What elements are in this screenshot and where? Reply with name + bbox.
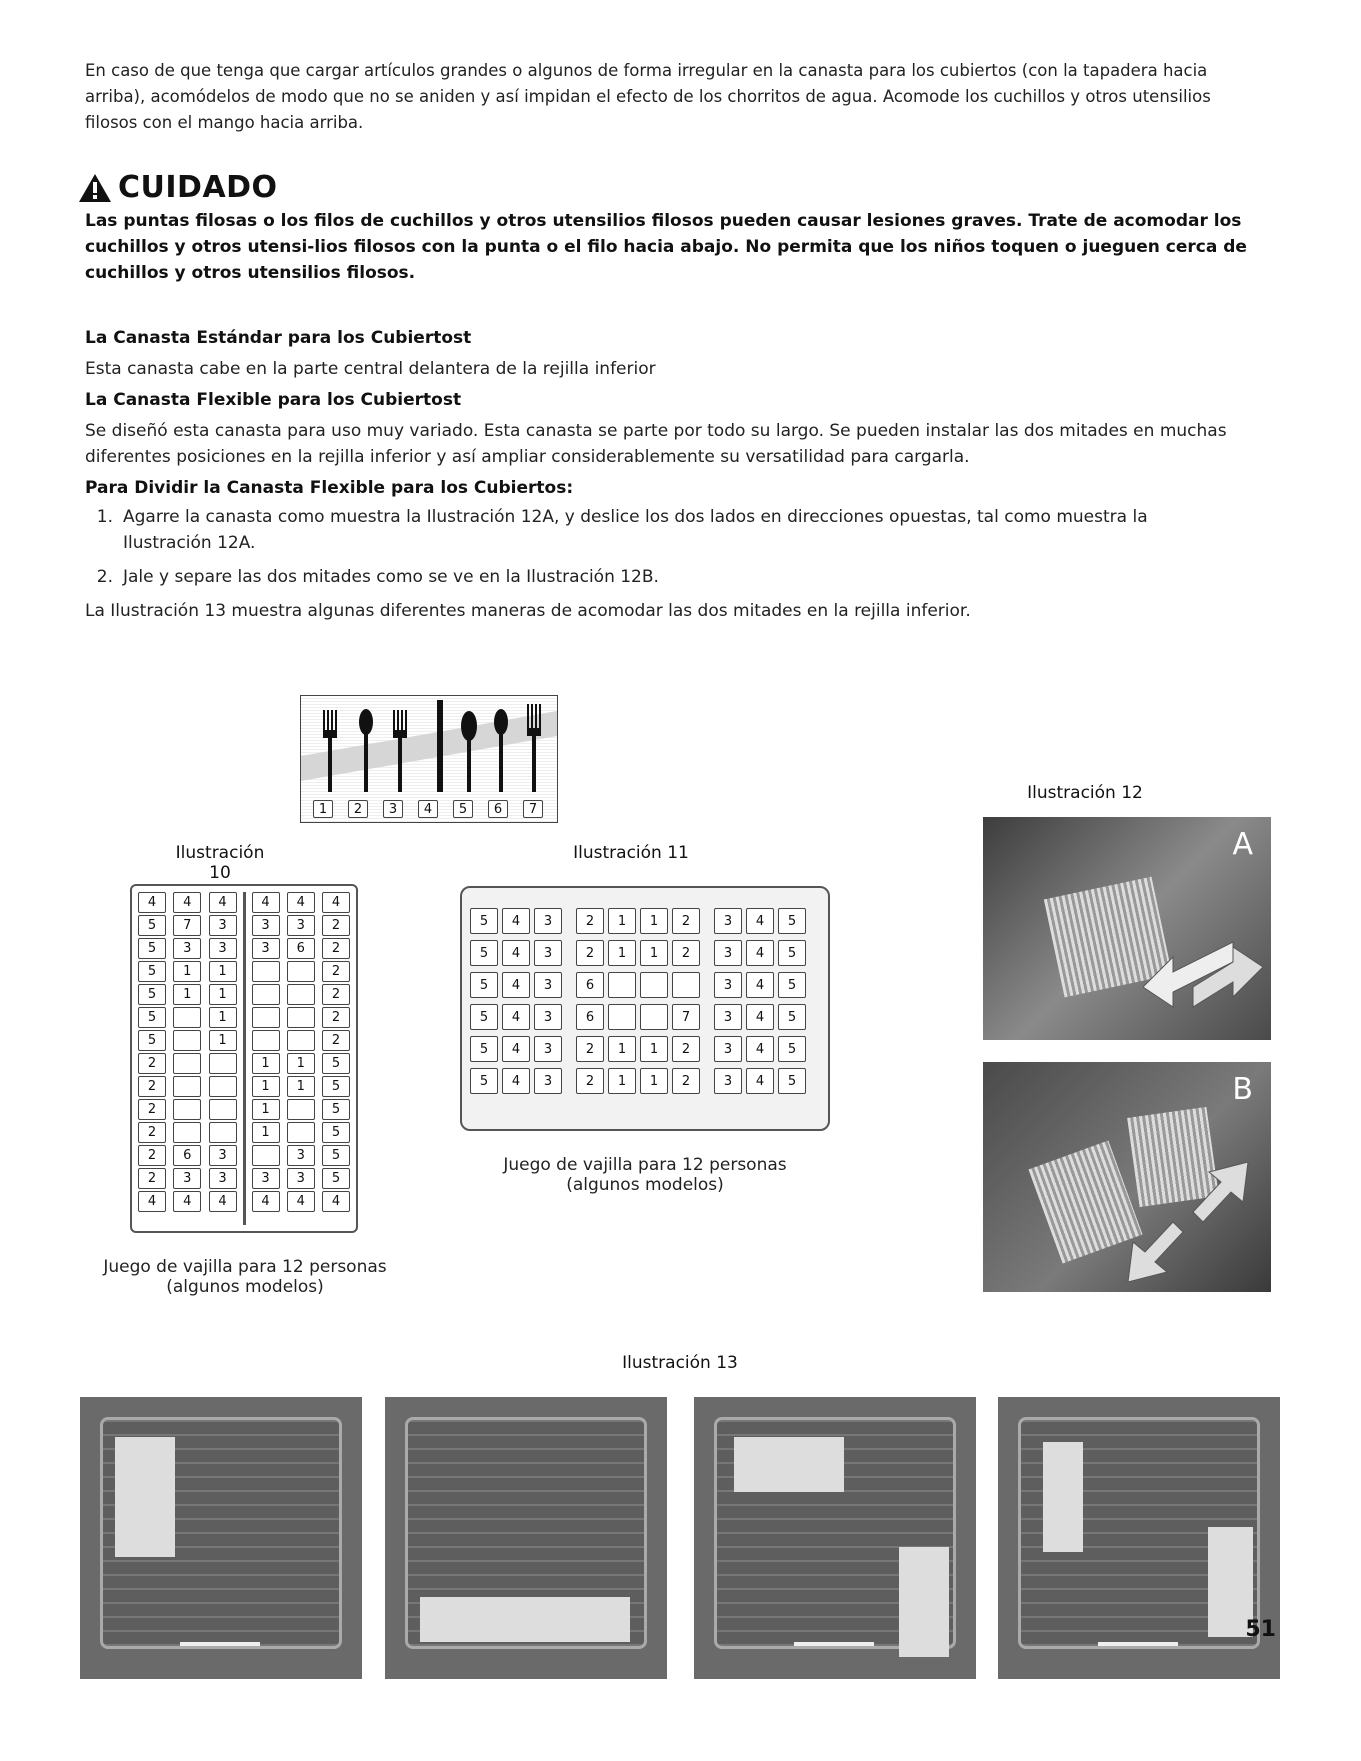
rack-handle (180, 1642, 260, 1646)
basket-row (252, 1053, 351, 1074)
slot-cell (252, 1007, 280, 1028)
slot-cell: 2 (672, 940, 700, 966)
slot-cell: 2 (322, 984, 350, 1005)
rack-handle (794, 1642, 874, 1646)
fig10-title: Ilustración 10 (175, 843, 265, 883)
slot-cell: 1 (209, 1007, 237, 1028)
slot-cell: 4 (502, 1036, 530, 1062)
slot-cell: 3 (534, 940, 562, 966)
slot-cell (287, 961, 315, 982)
flexible-basket-text: Se diseñó esta canasta para uso muy variado. Esta canasta se parte por todo su largo. Se pueden instalar las dos mitades en muchas diferentes posiciones en la rejilla inferior y así ampliar considerablemente su versatilidad para cargarla. (85, 421, 1227, 467)
legend-number: 1 (313, 800, 333, 818)
slot-cell (173, 1099, 201, 1120)
basket-row (138, 1007, 237, 1028)
basket-row (470, 1036, 820, 1062)
basket-row (138, 938, 237, 959)
slot-cell: 4 (173, 892, 201, 913)
slot-cell: 3 (714, 1004, 742, 1030)
slot-cell: 5 (470, 972, 498, 998)
warning-triangle-icon (78, 173, 112, 203)
fig12-title: Ilustración 12 (1027, 783, 1143, 803)
slot-cell: 6 (287, 938, 315, 959)
slot-cell (640, 1004, 668, 1030)
slot-cell: 1 (209, 984, 237, 1005)
slot-cell: 1 (252, 1122, 280, 1143)
slot-cell: 6 (576, 1004, 604, 1030)
basket-half-shape (734, 1437, 844, 1492)
legend-number: 7 (523, 800, 543, 818)
slot-cell: 3 (252, 1168, 280, 1189)
basket-row (470, 1004, 820, 1030)
slot-cell: 2 (322, 1030, 350, 1051)
slot-cell: 4 (502, 940, 530, 966)
fig10-caption (85, 1257, 405, 1297)
slot-cell: 5 (778, 1004, 806, 1030)
slot-cell: 1 (252, 1099, 280, 1120)
closing-text: La Ilustración 13 muestra algunas diferentes maneras de acomodar las dos mitades en la rejilla inferior. (85, 601, 971, 621)
basket-row (138, 1099, 237, 1120)
slot-cell: 4 (322, 1191, 350, 1212)
intro-paragraph: En caso de que tenga que cargar artículos grandes o algunos de forma irregular en la canasta para los cubiertos (con la tapadera hacia arriba), acomódelos de modo que no se aniden y así impidan el efecto de los chorritos de agua. Acomode los cuchillos y otros utensilios filosos con el mango hacia arriba. (85, 61, 1211, 132)
slot-cell: 7 (672, 1004, 700, 1030)
slot-cell: 2 (322, 961, 350, 982)
slot-cell: 5 (138, 984, 166, 1005)
divide-basket-heading: Para Dividir la Canasta Flexible para los Cubiertos: (85, 478, 574, 498)
slot-cell (209, 1122, 237, 1143)
fig12a-photo (983, 817, 1271, 1040)
slot-cell: 3 (714, 972, 742, 998)
fig13-photo-2 (385, 1397, 667, 1679)
slot-cell: 3 (534, 1036, 562, 1062)
slot-cell (287, 1099, 315, 1120)
basket-half-shape (1043, 1442, 1083, 1552)
slot-cell: 5 (138, 915, 166, 936)
slot-cell: 2 (322, 915, 350, 936)
slot-cell: 3 (534, 908, 562, 934)
slot-cell: 3 (534, 1004, 562, 1030)
slot-cell: 4 (502, 908, 530, 934)
basket-row (252, 961, 351, 982)
slot-cell: 4 (746, 1036, 774, 1062)
slot-cell: 6 (576, 972, 604, 998)
slot-cell (287, 1122, 315, 1143)
slot-cell (209, 1053, 237, 1074)
slot-cell: 4 (138, 1191, 166, 1212)
slot-cell: 4 (209, 892, 237, 913)
basket-row (252, 1099, 351, 1120)
slot-cell: 3 (714, 1036, 742, 1062)
step-item (85, 564, 1285, 590)
slot-cell (287, 1007, 315, 1028)
slot-cell (608, 1004, 636, 1030)
slot-cell: 3 (714, 1068, 742, 1094)
slot-cell (173, 1007, 201, 1028)
basket-row (252, 1007, 351, 1028)
slot-cell: 2 (672, 908, 700, 934)
slot-cell (287, 984, 315, 1005)
slot-cell (173, 1076, 201, 1097)
basket-row (138, 1122, 237, 1143)
basket-row (252, 892, 351, 913)
standard-basket-heading: La Canasta Estándar para los Cubiertost (85, 328, 472, 348)
slot-cell: 3 (287, 1145, 315, 1166)
knife-icon (437, 700, 443, 792)
slot-cell: 5 (322, 1099, 350, 1120)
slot-cell: 3 (714, 908, 742, 934)
slot-cell: 3 (209, 938, 237, 959)
step-number: 1. (96, 507, 113, 527)
step-item (85, 504, 1285, 556)
slot-cell: 5 (778, 1036, 806, 1062)
legend-number: 5 (453, 800, 473, 818)
slot-cell: 2 (138, 1122, 166, 1143)
slot-cell: 5 (322, 1076, 350, 1097)
basket-row (138, 1076, 237, 1097)
slot-cell: 3 (534, 972, 562, 998)
slot-cell: 5 (322, 1053, 350, 1074)
basket-row (138, 984, 237, 1005)
slot-cell (608, 972, 636, 998)
fig13-photo-3 (694, 1397, 976, 1679)
slot-cell: 4 (502, 1068, 530, 1094)
fig13-photo-4 (998, 1397, 1280, 1679)
fig10-left-half (138, 892, 237, 1225)
step-text: Jale y separe las dos mitades como se ve en la Ilustración 12B. (123, 567, 659, 587)
slot-cell: 1 (287, 1076, 315, 1097)
slot-cell: 5 (778, 1068, 806, 1094)
slot-cell (173, 1122, 201, 1143)
slot-cell: 3 (209, 1168, 237, 1189)
slot-cell: 3 (714, 940, 742, 966)
basket-half-shape (115, 1437, 175, 1557)
slot-cell: 4 (746, 908, 774, 934)
slot-cell (252, 984, 280, 1005)
basket-row (138, 1168, 237, 1189)
step-text: Agarre la canasta como muestra la Ilustración 12A, y deslice los dos lados en direcciones opuestas, tal como muestra la Ilustración 12A. (123, 507, 1148, 553)
slot-cell: 4 (746, 972, 774, 998)
basket-row (138, 1053, 237, 1074)
fig12a-label: A (1232, 827, 1253, 862)
slot-cell: 4 (322, 892, 350, 913)
fig11-title: Ilustración 11 (573, 843, 689, 863)
slot-cell: 2 (576, 1068, 604, 1094)
slot-cell: 4 (252, 1191, 280, 1212)
slot-cell (173, 1053, 201, 1074)
slot-cell: 5 (470, 1004, 498, 1030)
step-number: 2. (96, 567, 113, 587)
basket-row (252, 915, 351, 936)
fig11-caption (480, 1155, 810, 1195)
slot-cell: 1 (252, 1053, 280, 1074)
slot-cell: 5 (138, 938, 166, 959)
slot-cell: 5 (138, 961, 166, 982)
slot-cell (209, 1076, 237, 1097)
steps-list (85, 504, 1285, 590)
slot-cell: 4 (746, 1004, 774, 1030)
basket-row (252, 1122, 351, 1143)
slide-arrows-icon (1143, 937, 1263, 1017)
slot-cell: 2 (138, 1145, 166, 1166)
slot-cell: 2 (576, 1036, 604, 1062)
slot-cell: 1 (640, 908, 668, 934)
slot-cell: 1 (252, 1076, 280, 1097)
basket-row (470, 940, 820, 966)
slot-cell: 1 (640, 940, 668, 966)
fig11-caption-line1: Juego de vajilla para 12 personas (503, 1155, 787, 1175)
slot-cell: 5 (470, 1068, 498, 1094)
slot-cell: 5 (322, 1145, 350, 1166)
slot-cell: 5 (470, 940, 498, 966)
slot-cell: 2 (322, 1007, 350, 1028)
slot-cell: 5 (322, 1168, 350, 1189)
basket-row (470, 908, 820, 934)
basket-row (470, 972, 820, 998)
fig10-basket (130, 884, 358, 1233)
slot-cell: 3 (209, 1145, 237, 1166)
slot-cell: 3 (534, 1068, 562, 1094)
basket-row (138, 892, 237, 913)
fig13-title: Ilustración 13 (622, 1353, 738, 1373)
slot-cell: 2 (138, 1168, 166, 1189)
slot-cell: 1 (608, 908, 636, 934)
slot-cell: 2 (672, 1068, 700, 1094)
slot-cell: 1 (640, 1036, 668, 1062)
slot-cell: 5 (778, 972, 806, 998)
basket-row (252, 1191, 351, 1212)
slot-cell: 4 (209, 1191, 237, 1212)
basket-row (252, 1145, 351, 1166)
slot-cell: 2 (576, 908, 604, 934)
basket-row (252, 1030, 351, 1051)
utensil-legend (300, 695, 558, 823)
slot-cell: 4 (252, 892, 280, 913)
rack-handle (1098, 1642, 1178, 1646)
basket-row (138, 1191, 237, 1212)
slot-cell: 3 (209, 915, 237, 936)
fig11-grid (470, 908, 820, 1094)
basket-row (138, 915, 237, 936)
basket-row (138, 1030, 237, 1051)
slot-cell: 5 (778, 940, 806, 966)
caution-header (78, 170, 278, 205)
slot-cell: 1 (173, 984, 201, 1005)
fig10-right-half (252, 892, 351, 1225)
legend-number: 4 (418, 800, 438, 818)
utensils-illustration (301, 696, 557, 796)
basket-row (252, 938, 351, 959)
slot-cell: 4 (138, 892, 166, 913)
fig10-caption-line1: Juego de vajilla para 12 personas (103, 1257, 387, 1277)
basket-row (252, 984, 351, 1005)
slot-cell: 5 (138, 1007, 166, 1028)
slot-cell: 2 (138, 1076, 166, 1097)
slot-cell: 1 (287, 1053, 315, 1074)
standard-basket-text: Esta canasta cabe en la parte central delantera de la rejilla inferior (85, 359, 656, 379)
slot-cell: 1 (608, 1068, 636, 1094)
slot-cell (252, 1145, 280, 1166)
slot-cell: 3 (287, 1168, 315, 1189)
basket-half-shape (899, 1547, 949, 1657)
slot-cell: 3 (173, 938, 201, 959)
slot-cell: 1 (640, 1068, 668, 1094)
legend-number: 2 (348, 800, 368, 818)
slot-cell: 5 (138, 1030, 166, 1051)
fig13-photo-1 (80, 1397, 362, 1679)
fig12b-photo (983, 1062, 1271, 1292)
slot-cell: 4 (173, 1191, 201, 1212)
slot-cell: 4 (502, 1004, 530, 1030)
basket-row (252, 1168, 351, 1189)
slot-cell: 5 (470, 908, 498, 934)
slot-cell: 6 (173, 1145, 201, 1166)
slot-cell: 4 (287, 1191, 315, 1212)
basket-shape (420, 1597, 630, 1642)
basket-row (138, 1145, 237, 1166)
slot-cell: 1 (608, 940, 636, 966)
fig11-caption-line2: (algunos modelos) (566, 1175, 724, 1195)
slot-cell: 1 (209, 1030, 237, 1051)
legend-number-row (313, 800, 543, 818)
page-number: 51 (1245, 1617, 1276, 1642)
fig10-caption-line2: (algunos modelos) (166, 1277, 324, 1297)
separate-arrows-icon (1123, 1162, 1263, 1282)
slot-cell: 3 (173, 1168, 201, 1189)
slot-cell: 4 (746, 940, 774, 966)
basket-sections (85, 328, 1285, 624)
flexible-basket-heading: La Canasta Flexible para los Cubiertost (85, 390, 462, 410)
spoon-icon (494, 709, 508, 792)
legend-number: 3 (383, 800, 403, 818)
slot-cell: 2 (138, 1053, 166, 1074)
slot-cell: 3 (252, 938, 280, 959)
fig12b-label: B (1232, 1072, 1253, 1107)
slot-cell (672, 972, 700, 998)
slot-cell: 4 (287, 892, 315, 913)
slot-cell (287, 1030, 315, 1051)
slot-cell: 2 (322, 938, 350, 959)
slot-cell (252, 961, 280, 982)
basket-row (138, 961, 237, 982)
slot-cell: 2 (138, 1099, 166, 1120)
slot-cell: 4 (502, 972, 530, 998)
basket-row (252, 1076, 351, 1097)
slot-cell (252, 1030, 280, 1051)
slot-cell: 1 (173, 961, 201, 982)
slot-cell: 2 (576, 940, 604, 966)
legend-number: 6 (488, 800, 508, 818)
slot-cell: 1 (209, 961, 237, 982)
slot-cell: 4 (746, 1068, 774, 1094)
slot-cell: 1 (608, 1036, 636, 1062)
slot-cell: 5 (778, 908, 806, 934)
basket-row (470, 1068, 820, 1094)
slot-cell: 5 (470, 1036, 498, 1062)
slot-cell: 2 (672, 1036, 700, 1062)
slot-cell: 5 (322, 1122, 350, 1143)
caution-body: Las puntas filosas o los filos de cuchillos y otros utensilios filosos pueden causar lesiones graves. Trate de acomodar los cuchillos y otros utensi-lios filosos con la punta o el filo hacia abajo. No permita que los niños toquen o jueguen cerca de cuchillos y otros utensilios filosos. (85, 211, 1247, 283)
caution-title: CUIDADO (118, 170, 278, 205)
slot-cell (209, 1099, 237, 1120)
slot-cell: 3 (287, 915, 315, 936)
slot-cell: 7 (173, 915, 201, 936)
slot-cell (640, 972, 668, 998)
fig10-divider (243, 892, 246, 1225)
slot-cell (173, 1030, 201, 1051)
fig11-basket (460, 886, 830, 1131)
slot-cell: 3 (252, 915, 280, 936)
